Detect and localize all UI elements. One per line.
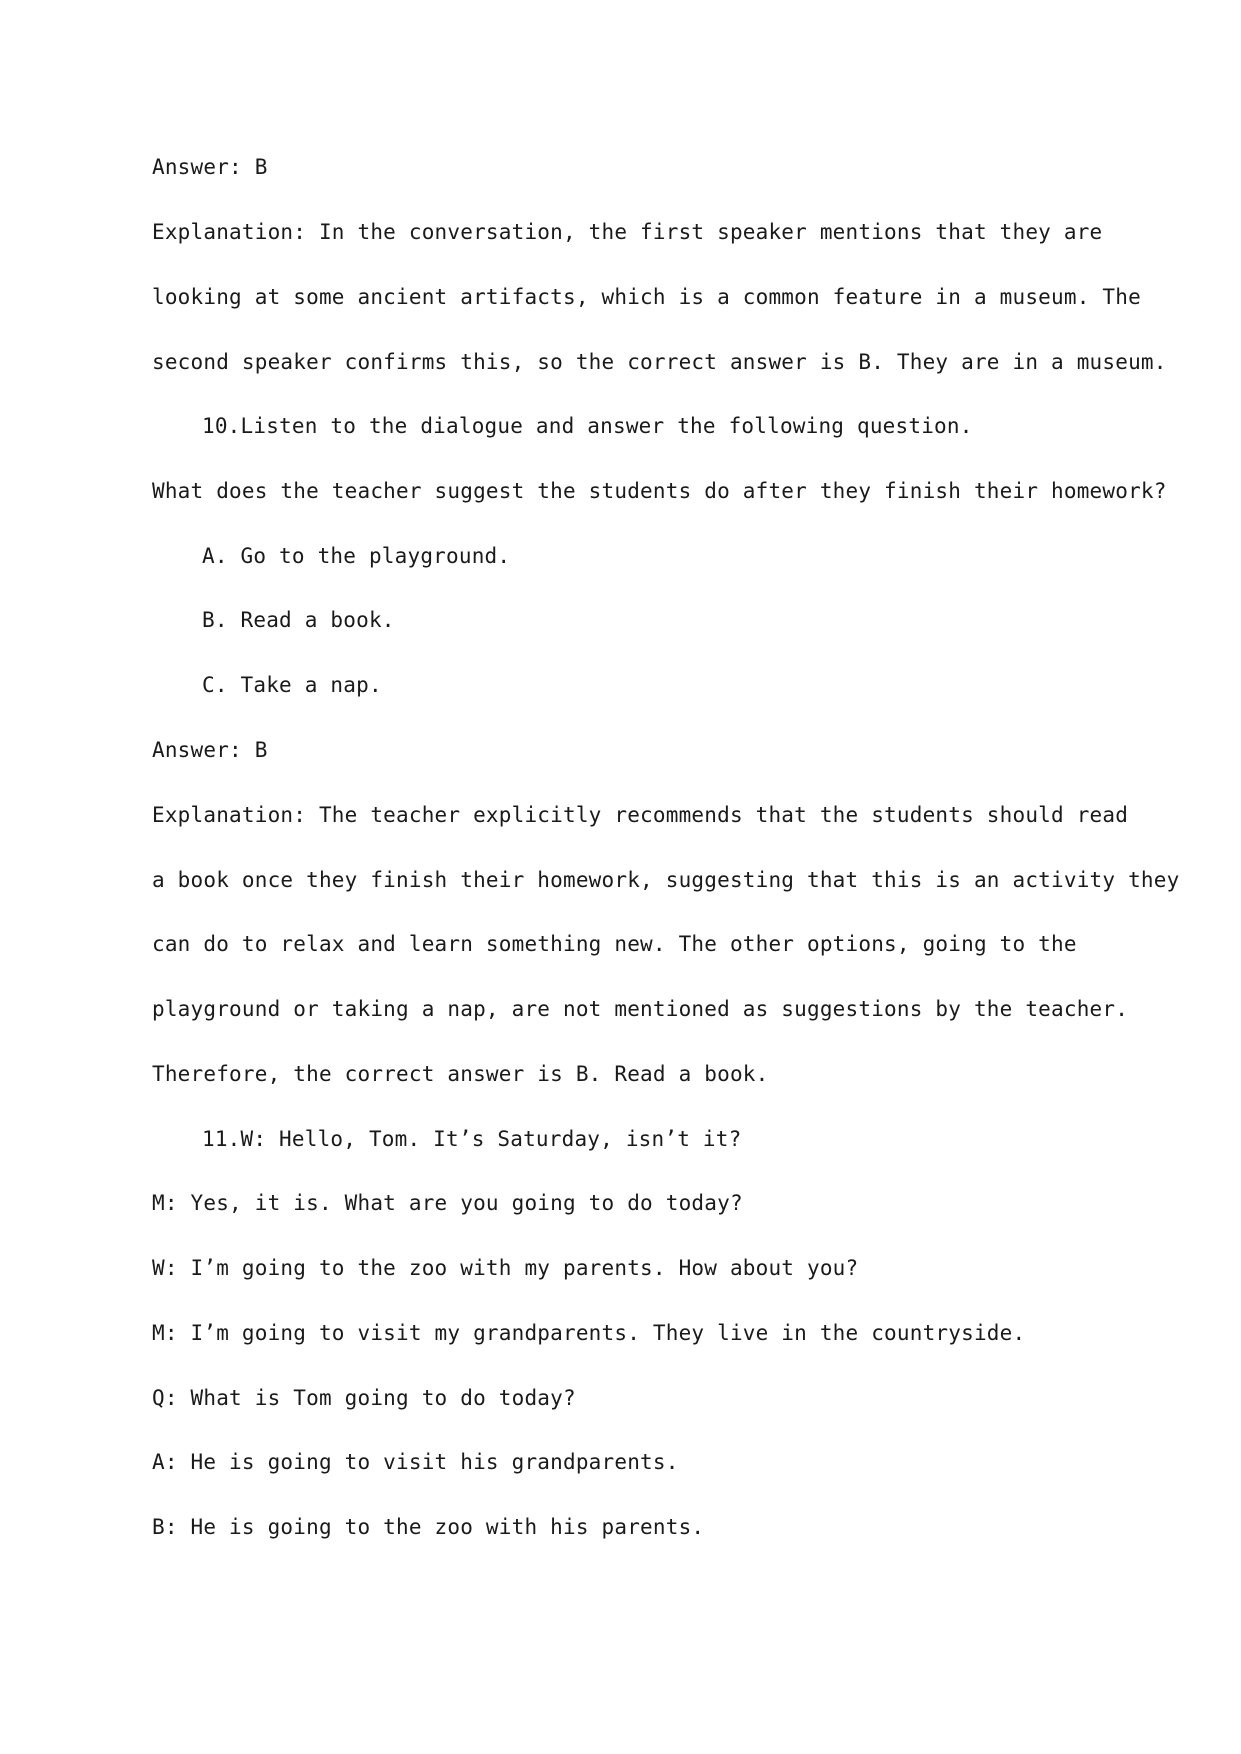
explanation-line: looking at some ancient artifacts, which is a common feature in a museum. The bbox=[152, 285, 1141, 309]
explanation-line: a book once they finish their homework, suggesting that this is an activity they bbox=[152, 868, 1180, 892]
question-line: Q: What is Tom going to do today? bbox=[152, 1386, 576, 1410]
answer-line-q10: Answer: B bbox=[152, 738, 268, 762]
answer-line-q9: Answer: B bbox=[152, 155, 268, 179]
dialogue-line: M: I’m going to visit my grandparents. They live in the countryside. bbox=[152, 1321, 1026, 1345]
option-a: A. Go to the playground. bbox=[202, 544, 511, 568]
explanation-line: Explanation: In the conversation, the first speaker mentions that they are bbox=[152, 220, 1103, 244]
explanation-line: second speaker confirms this, so the correct answer is B. They are in a museum. bbox=[152, 350, 1167, 374]
question-10-text: What does the teacher suggest the students do after they finish their homework? bbox=[152, 479, 1167, 503]
dialogue-line: M: Yes, it is. What are you going to do today? bbox=[152, 1191, 743, 1215]
option-a: A: He is going to visit his grandparents. bbox=[152, 1450, 679, 1474]
explanation-line: Explanation: The teacher explicitly recommends that the students should read bbox=[152, 803, 1129, 827]
explanation-line: playground or taking a nap, are not mentioned as suggestions by the teacher. bbox=[152, 997, 1129, 1021]
option-b: B: He is going to the zoo with his parents. bbox=[152, 1515, 705, 1539]
explanation-line: Therefore, the correct answer is B. Read a book. bbox=[152, 1062, 769, 1086]
question-11-heading: 11.W: Hello, Tom. It’s Saturday, isn’t it? bbox=[202, 1127, 742, 1151]
option-c: C. Take a nap. bbox=[202, 673, 382, 697]
dialogue-line: W: I’m going to the zoo with my parents. How about you? bbox=[152, 1256, 859, 1280]
explanation-line: can do to relax and learn something new. The other options, going to the bbox=[152, 932, 1077, 956]
option-b: B. Read a book. bbox=[202, 608, 395, 632]
question-10-heading: 10.Listen to the dialogue and answer the following question. bbox=[202, 414, 973, 438]
